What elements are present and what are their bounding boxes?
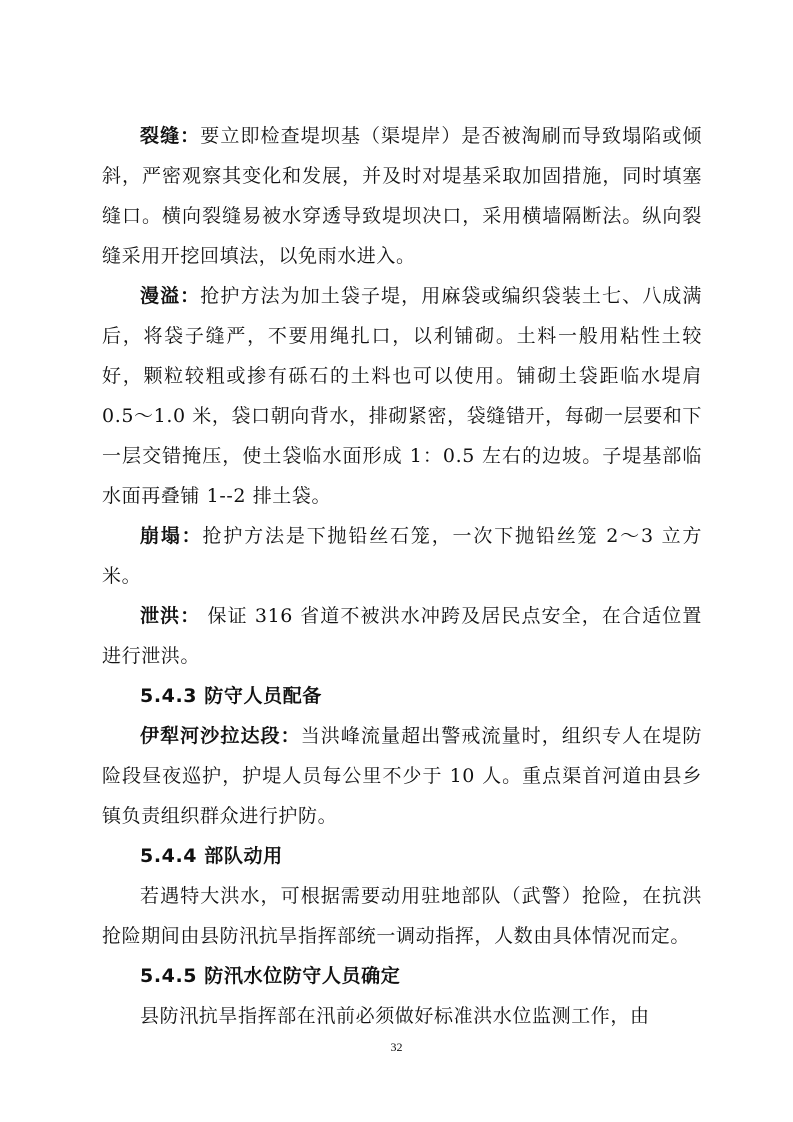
text-crack: 要立即检查堤坝基（渠堤岸）是否被淘刷而导致塌陷或倾斜，严密观察其变化和发展，并及时对堤基采取加固措施，同时填塞缝口。横向裂缝易被水穿透导致堤坝决口，采用横墙隔断法。纵向裂缝采用开挖回填法，以免雨水进入。 [102,125,702,267]
text-overflow: 抢护方法为加土袋子堤，用麻袋或编织袋装土七、八成满后，将袋子缝严，不要用绳扎口，以利铺砌。土料一般用粘性土较好，颗粒较粗或掺有砾石的土料也可以使用。铺砌土袋距临水堤肩 0.5～1.0 米，袋口朝向背水，排砌紧密，袋缝错开，每砌一层要和下一层交错掩压，使土袋临水面形成 1：0.5 左右的边坡。子堤基部临水面再叠铺 1--2 排土袋。 [102,285,702,507]
section-heading-5-4-5: 5.4.5 防汛水位防守人员确定 [140,965,401,987]
page-number: 32 [390,1040,403,1054]
paragraph-5-4-3 [102,716,702,836]
text-collapse: 抢护方法是下抛铅丝石笼，一次下抛铅丝笼 2～3 立方米。 [102,525,702,587]
term-crack: 裂缝： [140,125,201,147]
term-flood-discharge: 泄洪： [140,605,201,627]
term-section-name: 伊犁河沙拉达段： [140,725,301,747]
term-overflow: 漫溢： [140,285,201,307]
paragraph-flood-discharge [102,596,702,676]
text-5-4-3: 当洪峰流量超出警戒流量时，组织专人在堤防险段昼夜巡护，护堤人员每公里不少于 10 人。重点渠首河道由县乡镇负责组织群众进行护防。 [102,725,702,827]
paragraph-5-4-5: 县防汛抗旱指挥部在汛前必须做好标准洪水位监测工作，由 [140,1005,650,1027]
page-body [102,116,702,1036]
paragraph-collapse [102,516,702,596]
term-collapse: 崩塌： [140,525,203,547]
paragraph-5-4-4: 若遇特大洪水，可根据需要动用驻地部队（武警）抢险，在抗洪抢险期间由县防汛抗旱指挥部统一调动指挥，人数由具体情况而定。 [102,885,702,947]
text-flood-discharge: 保证 316 省道不被洪水冲跨及居民点安全，在合适位置进行泄洪。 [102,605,702,667]
section-heading-5-4-4: 5.4.4 部队动用 [140,845,283,867]
section-heading-5-4-3: 5.4.3 防守人员配备 [140,685,322,707]
paragraph-overflow [102,276,702,516]
paragraph-crack [102,116,702,276]
